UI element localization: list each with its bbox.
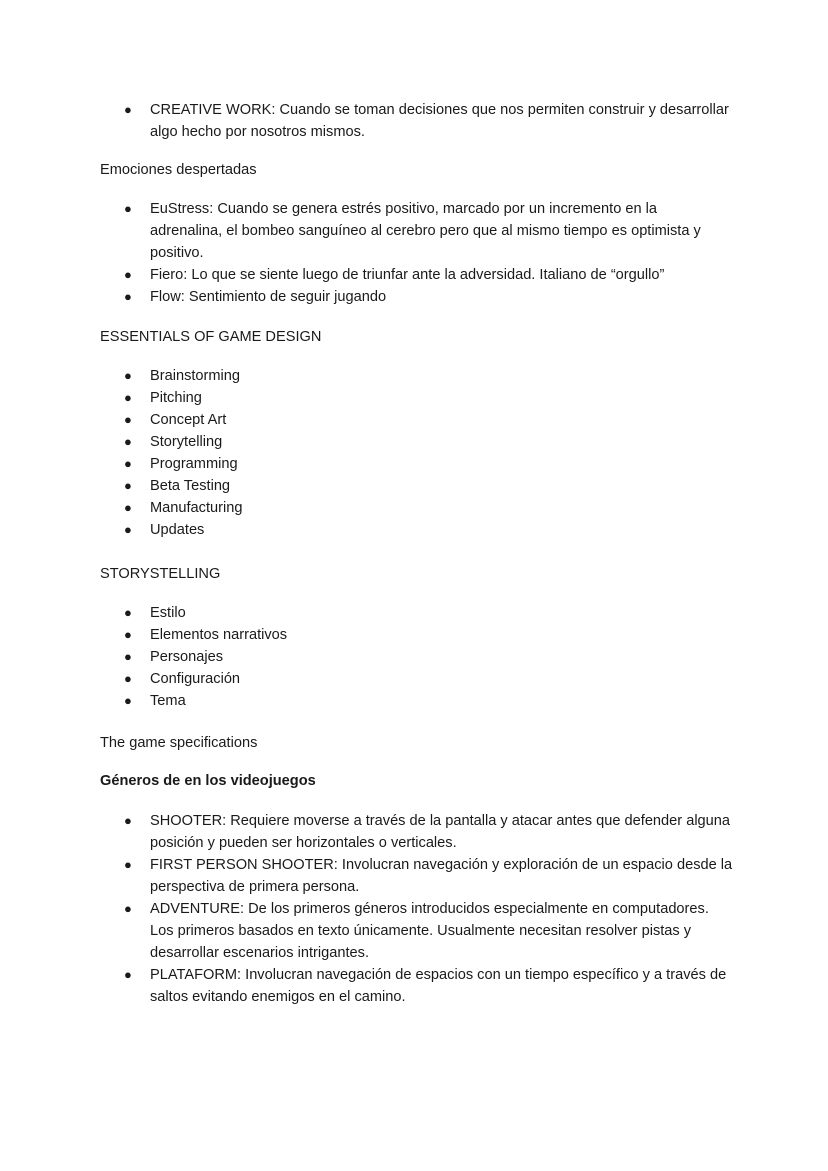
list-item — [0, 519, 828, 541]
specifications-heading: The game specifications — [100, 735, 258, 751]
list-item-text: Brainstorming — [150, 368, 241, 384]
bullet-icon: ● — [124, 627, 132, 642]
essentials-heading: ESSENTIALS OF GAME DESIGN — [100, 329, 322, 345]
list-item-text: Flow: Sentimiento de seguir jugando — [150, 289, 387, 305]
bullet-icon: ● — [124, 102, 132, 117]
emociones-heading: Emociones despertadas — [100, 162, 257, 178]
list-item — [0, 854, 828, 898]
list-item — [0, 810, 828, 854]
essentials-list — [0, 365, 828, 541]
list-item — [0, 624, 828, 646]
list-item — [0, 453, 828, 475]
list-item-text: Fiero: Lo que se siente luego de triunfar ante la adversidad. Italiano de “orgullo” — [150, 267, 665, 283]
bullet-icon: ● — [124, 368, 132, 383]
list-item-text: Beta Testing — [150, 478, 231, 494]
bullet-icon: ● — [124, 671, 132, 686]
bullet-icon: ● — [124, 693, 132, 708]
bullet-icon: ● — [124, 967, 132, 982]
bullet-icon: ● — [124, 390, 132, 405]
list-item — [0, 198, 828, 264]
bullet-icon: ● — [124, 500, 132, 515]
list-item-text: SHOOTER: Requiere moverse a través de la pantalla y atacar antes que defender alguna posición y pueden ser horizontales o verticales. — [150, 813, 731, 851]
storytelling-heading: STORYSTELLING — [100, 566, 221, 582]
list-item-text: Concept Art — [150, 412, 227, 428]
list-item-text: Programming — [150, 456, 238, 472]
list-item-text: EuStress: Cuando se genera estrés positivo, marcado por un incremento en la adrenalina, el bombeo sanguíneo al cerebro pero que al mismo tiempo es optimista y positivo. — [150, 201, 701, 261]
bullet-icon: ● — [124, 267, 132, 282]
bullet-icon: ● — [124, 901, 132, 916]
creative-work-list — [0, 99, 828, 143]
list-item-text: ADVENTURE: De los primeros géneros introducidos especialmente en computadores. Los primeros basados en texto únicamente. Usualmente necesitan resolver pistas y desarrollar escenarios intrigantes. — [150, 901, 709, 961]
list-item — [0, 690, 828, 712]
bullet-icon: ● — [124, 649, 132, 664]
bullet-icon: ● — [124, 434, 132, 449]
list-item — [0, 99, 828, 143]
list-item — [0, 365, 828, 387]
bullet-icon: ● — [124, 605, 132, 620]
bullet-icon: ● — [124, 456, 132, 471]
list-item-text: Estilo — [150, 605, 186, 621]
list-item — [0, 264, 828, 286]
bullet-icon: ● — [124, 412, 132, 427]
bullet-icon: ● — [124, 813, 132, 828]
list-item-text: Updates — [150, 522, 205, 538]
list-item-text: Pitching — [150, 390, 202, 406]
list-item — [0, 475, 828, 497]
bullet-icon: ● — [124, 857, 132, 872]
list-item — [0, 497, 828, 519]
list-item-text: Configuración — [150, 671, 241, 687]
list-item-text: Elementos narrativos — [150, 627, 288, 643]
list-item-text: Personajes — [150, 649, 224, 665]
list-item-text: Storytelling — [150, 434, 223, 450]
generos-heading: Géneros de en los videojuegos — [100, 773, 316, 789]
list-item — [0, 646, 828, 668]
list-item-text: FIRST PERSON SHOOTER: Involucran navegación y exploración de un espacio desde la perspectiva de primera persona. — [150, 857, 733, 895]
bullet-icon: ● — [124, 478, 132, 493]
list-item-text: CREATIVE WORK: Cuando se toman decisiones que nos permiten construir y desarrollar algo hecho por nosotros mismos. — [150, 102, 729, 140]
list-item — [0, 431, 828, 453]
bullet-icon: ● — [124, 201, 132, 216]
list-item-text: PLATAFORM: Involucran navegación de espacios con un tiempo específico y a través de saltos evitando enemigos en el camino. — [150, 967, 727, 1005]
list-item — [0, 964, 828, 1008]
bullet-icon: ● — [124, 522, 132, 537]
list-item — [0, 387, 828, 409]
list-item-text: Manufacturing — [150, 500, 243, 516]
bullet-icon: ● — [124, 289, 132, 304]
emociones-list — [0, 198, 828, 308]
list-item — [0, 898, 828, 964]
list-item — [0, 409, 828, 431]
list-item — [0, 668, 828, 690]
list-item — [0, 286, 828, 308]
list-item — [0, 602, 828, 624]
list-item-text: Tema — [150, 693, 186, 709]
generos-list — [0, 810, 828, 1008]
storytelling-list — [0, 602, 828, 712]
